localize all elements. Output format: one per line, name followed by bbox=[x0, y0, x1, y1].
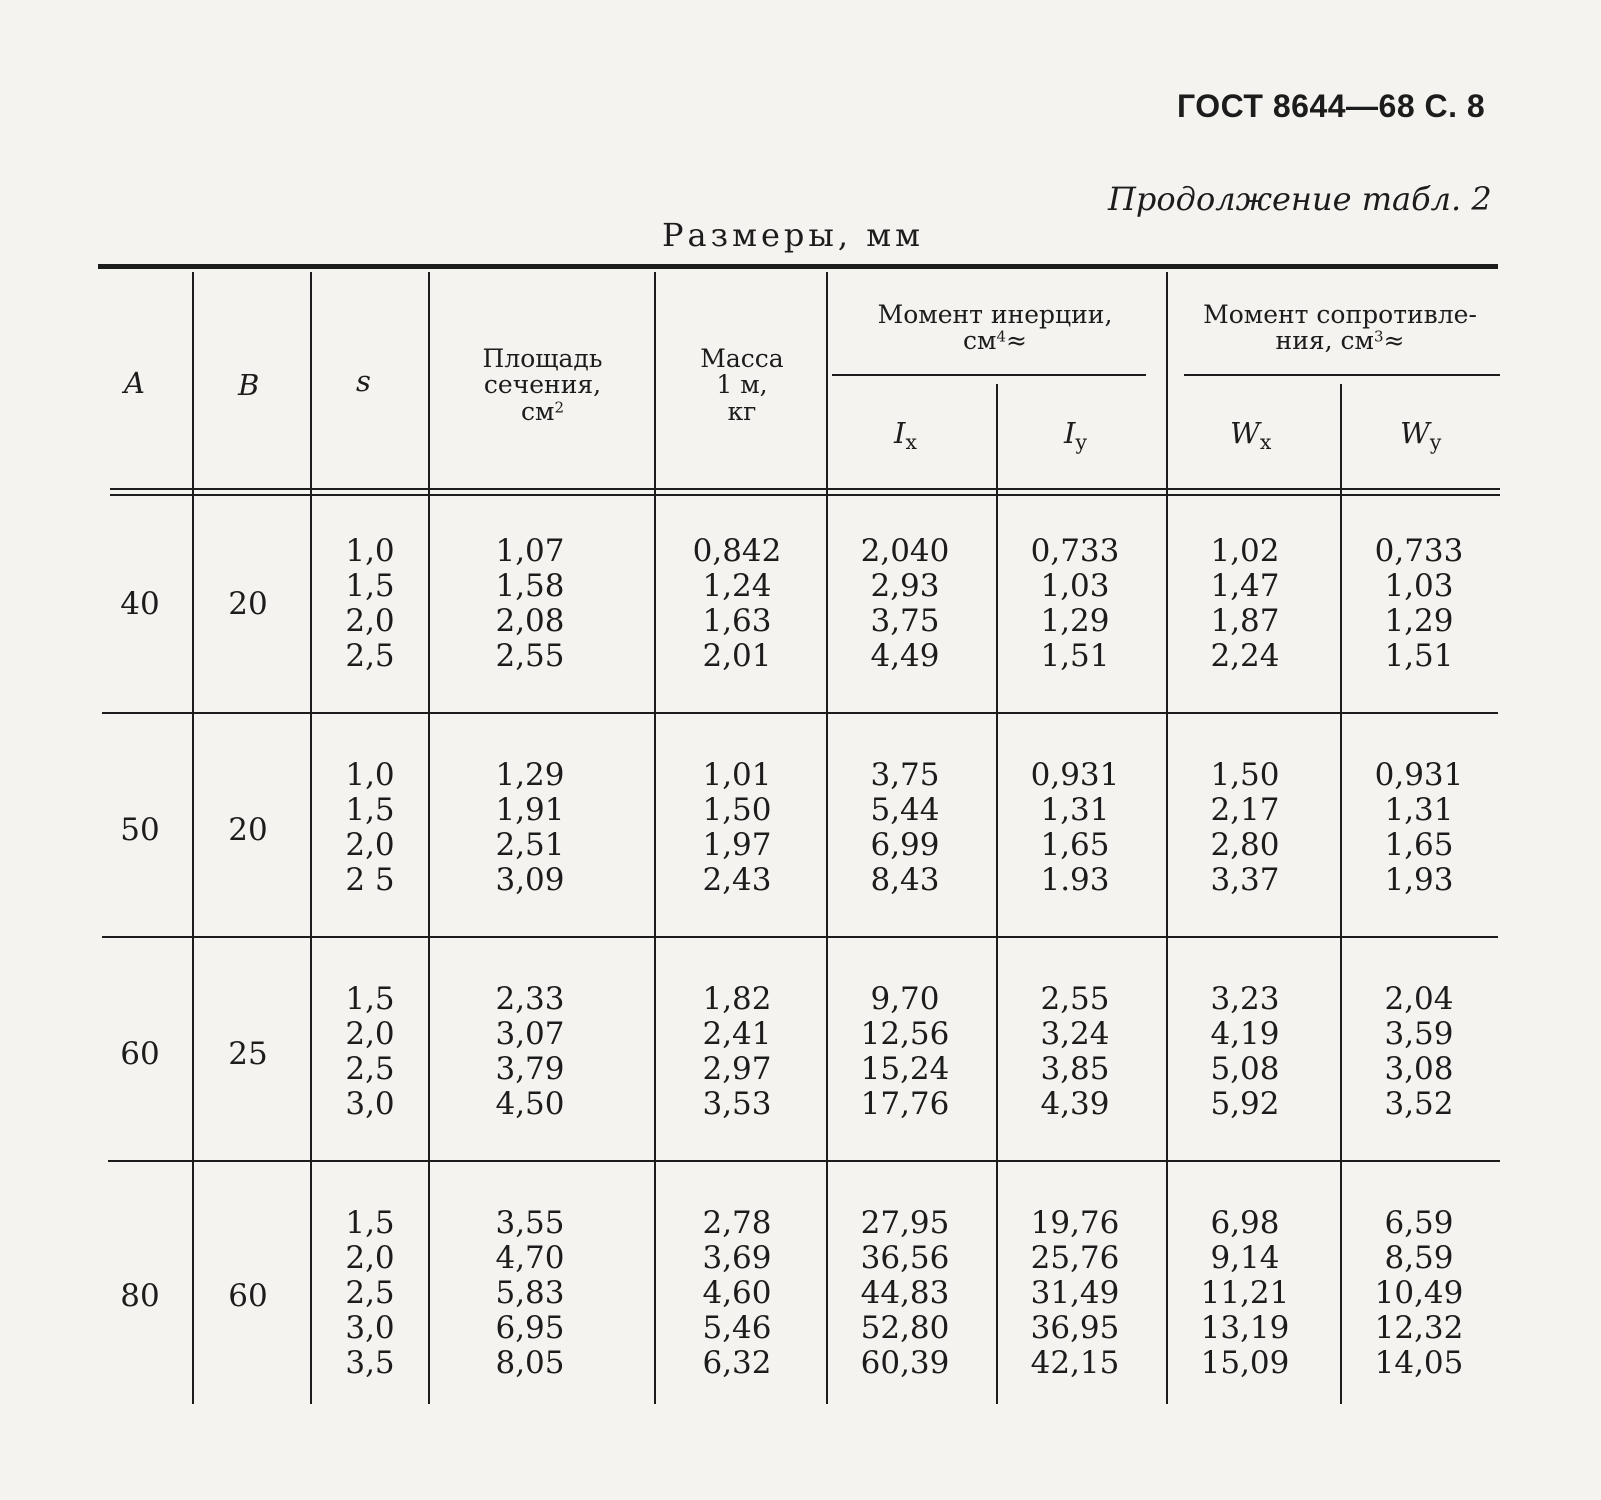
header-a: A bbox=[124, 366, 145, 400]
s-values: 1,0 1,5 2,0 2,5 bbox=[345, 533, 395, 674]
ix-values: 3,75 5,44 6,99 8,43 bbox=[870, 757, 940, 898]
mass-values: 0,842 1,24 1,63 2,01 bbox=[692, 533, 782, 674]
wx-values: 1,02 1,47 1,87 2,24 bbox=[1210, 533, 1280, 674]
group-b-value: 60 bbox=[228, 1278, 268, 1314]
s-values: 1,5 2,0 2,5 3,0 bbox=[345, 981, 395, 1122]
table-top-rule bbox=[98, 264, 1498, 269]
header-area-line1: Площадь bbox=[482, 344, 603, 373]
area-values: 1,29 1,91 2,51 3,09 bbox=[495, 757, 565, 898]
header-wx: $W_x$ bbox=[1230, 416, 1272, 455]
column-rule bbox=[654, 272, 656, 1404]
column-rule bbox=[826, 272, 828, 1404]
header-area-line2: сечения, bbox=[483, 370, 602, 400]
iy-values: 0,733 1,03 1,29 1,51 bbox=[1030, 533, 1120, 674]
header-resistance-unit: ния, $см^3\approx$ bbox=[1275, 326, 1405, 356]
header-s: s bbox=[356, 364, 371, 398]
iy-values: 19,76 25,76 31,49 36,95 42,15 bbox=[1030, 1205, 1120, 1381]
header-inertia-unit: $см^4\approx$ bbox=[963, 326, 1027, 356]
wy-values: 6,59 8,59 10,49 12,32 14,05 bbox=[1374, 1205, 1464, 1381]
column-rule bbox=[192, 272, 194, 1404]
table-continuation-label: Продолжение табл. 2 bbox=[1108, 180, 1492, 218]
header-iy: $I_y$ bbox=[1064, 416, 1087, 455]
header-mass-line1: Масса bbox=[700, 344, 784, 373]
header-b: B bbox=[238, 368, 260, 402]
wx-values: 6,98 9,14 11,21 13,19 15,09 bbox=[1200, 1205, 1290, 1381]
header-mass-line2: 1 м, bbox=[716, 370, 768, 400]
s-values: 1,0 1,5 2,0 2 5 bbox=[345, 757, 395, 898]
group-a-value: 80 bbox=[120, 1278, 160, 1314]
group-a-value: 60 bbox=[120, 1036, 160, 1072]
wy-values: 0,931 1,31 1,65 1,93 bbox=[1374, 757, 1464, 898]
ix-values: 9,70 12,56 15,24 17,76 bbox=[860, 981, 950, 1122]
header-area-unit: $см^2$ bbox=[521, 396, 564, 426]
iy-values: 0,931 1,31 1,65 1.93 bbox=[1030, 757, 1120, 898]
column-rule bbox=[428, 272, 430, 1404]
wx-values: 1,50 2,17 2,80 3,37 bbox=[1210, 757, 1280, 898]
header-inertia-title: Момент инерции, bbox=[877, 300, 1113, 329]
area-values: 1,07 1,58 2,08 2,55 bbox=[495, 533, 565, 674]
ix-values: 2,040 2,93 3,75 4,49 bbox=[860, 533, 950, 674]
area-values: 3,55 4,70 5,83 6,95 8,05 bbox=[495, 1205, 565, 1381]
units-caption: Размеры, мм bbox=[662, 216, 924, 254]
iy-values: 2,55 3,24 3,85 4,39 bbox=[1040, 981, 1110, 1122]
document-reference: ГОСТ 8644—68 С. 8 bbox=[1177, 88, 1486, 124]
ix-values: 27,95 36,56 44,83 52,80 60,39 bbox=[860, 1205, 950, 1381]
inertia-group-rule bbox=[832, 374, 1146, 376]
header-inertia-group bbox=[840, 302, 1150, 355]
header-mass bbox=[664, 346, 820, 425]
group-b-value: 20 bbox=[228, 812, 268, 848]
resistance-group-rule bbox=[1184, 374, 1500, 376]
header-ix: $I_x$ bbox=[894, 416, 917, 455]
column-rule bbox=[1340, 384, 1342, 1404]
column-rule bbox=[1166, 272, 1168, 1404]
mass-values: 1,01 1,50 1,97 2,43 bbox=[702, 757, 772, 898]
group-a-value: 50 bbox=[120, 812, 160, 848]
header-resistance-title: Момент сопротивле- bbox=[1203, 300, 1477, 329]
group-b-value: 25 bbox=[228, 1036, 268, 1072]
area-values: 2,33 3,07 3,79 4,50 bbox=[495, 981, 565, 1122]
s-values: 1,5 2,0 2,5 3,0 3,5 bbox=[345, 1205, 395, 1381]
group-separator bbox=[108, 1160, 1500, 1162]
mass-values: 1,82 2,41 2,97 3,53 bbox=[702, 981, 772, 1122]
header-area bbox=[440, 346, 645, 425]
mass-values: 2,78 3,69 4,60 5,46 6,32 bbox=[702, 1205, 772, 1381]
wy-values: 2,04 3,59 3,08 3,52 bbox=[1384, 981, 1454, 1122]
header-resistance-group bbox=[1180, 302, 1500, 355]
group-a-value: 40 bbox=[120, 586, 160, 622]
wy-values: 0,733 1,03 1,29 1,51 bbox=[1374, 533, 1464, 674]
header-wy: $W_y$ bbox=[1400, 416, 1442, 455]
column-rule bbox=[996, 384, 998, 1404]
column-rule bbox=[310, 272, 312, 1404]
header-mass-line3: кг bbox=[727, 396, 757, 426]
group-b-value: 20 bbox=[228, 586, 268, 622]
header-double-rule-bottom bbox=[110, 494, 1500, 496]
wx-values: 3,23 4,19 5,08 5,92 bbox=[1210, 981, 1280, 1122]
header-double-rule-top bbox=[110, 488, 1500, 490]
